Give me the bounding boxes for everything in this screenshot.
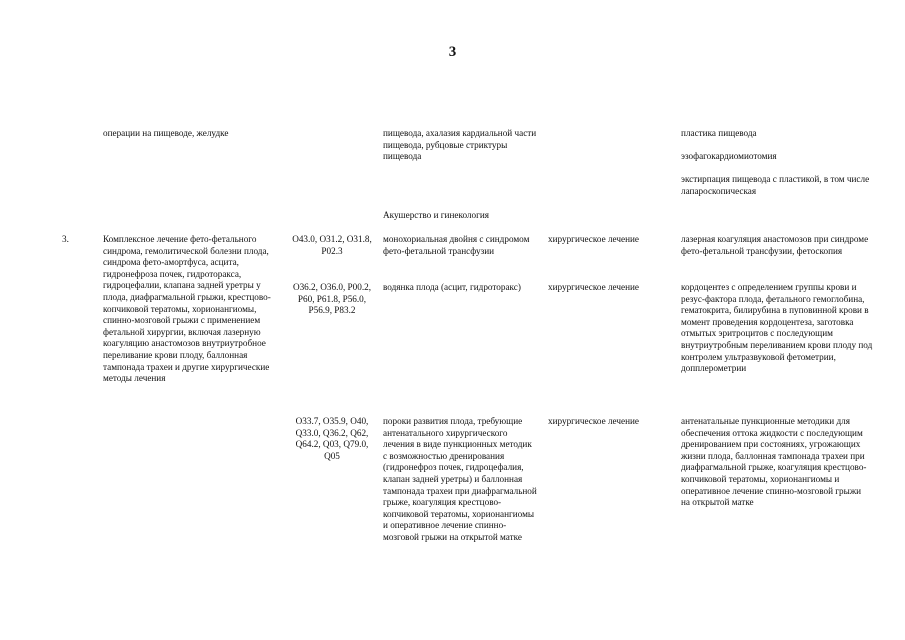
row-number: 3. (62, 234, 69, 244)
treatment-type: хирургическое лечение (548, 234, 639, 244)
icd-codes: O43.0, O31.2, O31.8, P02.3 (292, 234, 372, 256)
treatment-method: лазерная коагуляция анастомозов при синдроме фето-фетальной трансфузии, фетоскопия (681, 234, 869, 256)
patient-model: пороки развития плода, требующие антенатального хирургического лечения в виде пункционных методик с возможностью дренирования (гидронефроз почек, гидроцефалия, клапан задней уретры) и баллонная тампонада трахеи при диафрагмальной грыже, коагуляция крестцово-копчиковой тератомы, хорионангиомы и оперативное лечение спинно-мозговой грыжи на открытой матке (383, 416, 537, 542)
patient-model: водянка плода (асцит, гидроторакс) (383, 282, 521, 292)
care-name: Комплексное лечение фето-фетального синдрома, гемолитической болезни плода, синдрома фето-амортфуса, асцита, гидронефроза почек, гидроторакса, гидроцефалии, клапана задней уретры у плода, диафрагмальной грыжи, крестцово-копчиковой тератомы, хорионангиомы, спинно-мозговой грыжи с применением фетальной хирургии, включая лазерную коагуляцию анастомозов внутриутробное переливание крови плоду, баллонная тампонада трахеи и другие хирургические методы лечения (103, 234, 271, 384)
icd-codes: O36.2, O36.0, P00.2, P60, P61.8, P56.0, P56.9, P83.2 (292, 282, 372, 316)
icd-codes: O33.7, O35.9, O40, Q33.0, Q36.2, Q62, Q64.2, Q03, Q79.0, Q05 (295, 416, 369, 461)
cont-patient-model: пищевода, ахалазия кардиальной части пищевода, рубцовые стриктуры пищевода (383, 128, 537, 162)
treatment-type: хирургическое лечение (548, 416, 639, 426)
cont-method-3: экстирпация пищевода с пластикой, в том числе лапароскопическая (681, 174, 870, 196)
treatment-type: хирургическое лечение (548, 282, 639, 292)
treatment-method: кордоцентез с определением группы крови и резус-фактора плода, фетального гемоглобина, гематокрита, билирубина в пуповинной крови в момент проведения кордоцентеза, заготовка отмытых эритроцитов с последующим внутриутробным переливанием крови плоду под контролем ультразвуковой фетометрии, допплерометрии (681, 282, 873, 374)
section-heading: Акушерство и гинекология (383, 210, 490, 220)
cont-method-2: эзофагокардиомиотомия (681, 151, 777, 161)
cont-care-name: операции на пищеводе, желудке (103, 128, 229, 138)
page-number: 3 (448, 44, 457, 60)
treatment-method: антенатальные пункционные методики для обеспечения оттока жидкости с последующим дренированием при состояниях, угрожающих жизни плода, баллонная тампонада трахеи при диафрагмальной грыже, коагуляция крестцово-копчиковой тератомы, хорионангиомы и оперативное лечение спинно-мозговой грыжи на открытой матке (681, 416, 867, 508)
cont-method-1: пластика пищевода (681, 128, 757, 138)
patient-model: монохориальная двойня с синдромом фето-фетальной трансфузии (383, 234, 530, 256)
